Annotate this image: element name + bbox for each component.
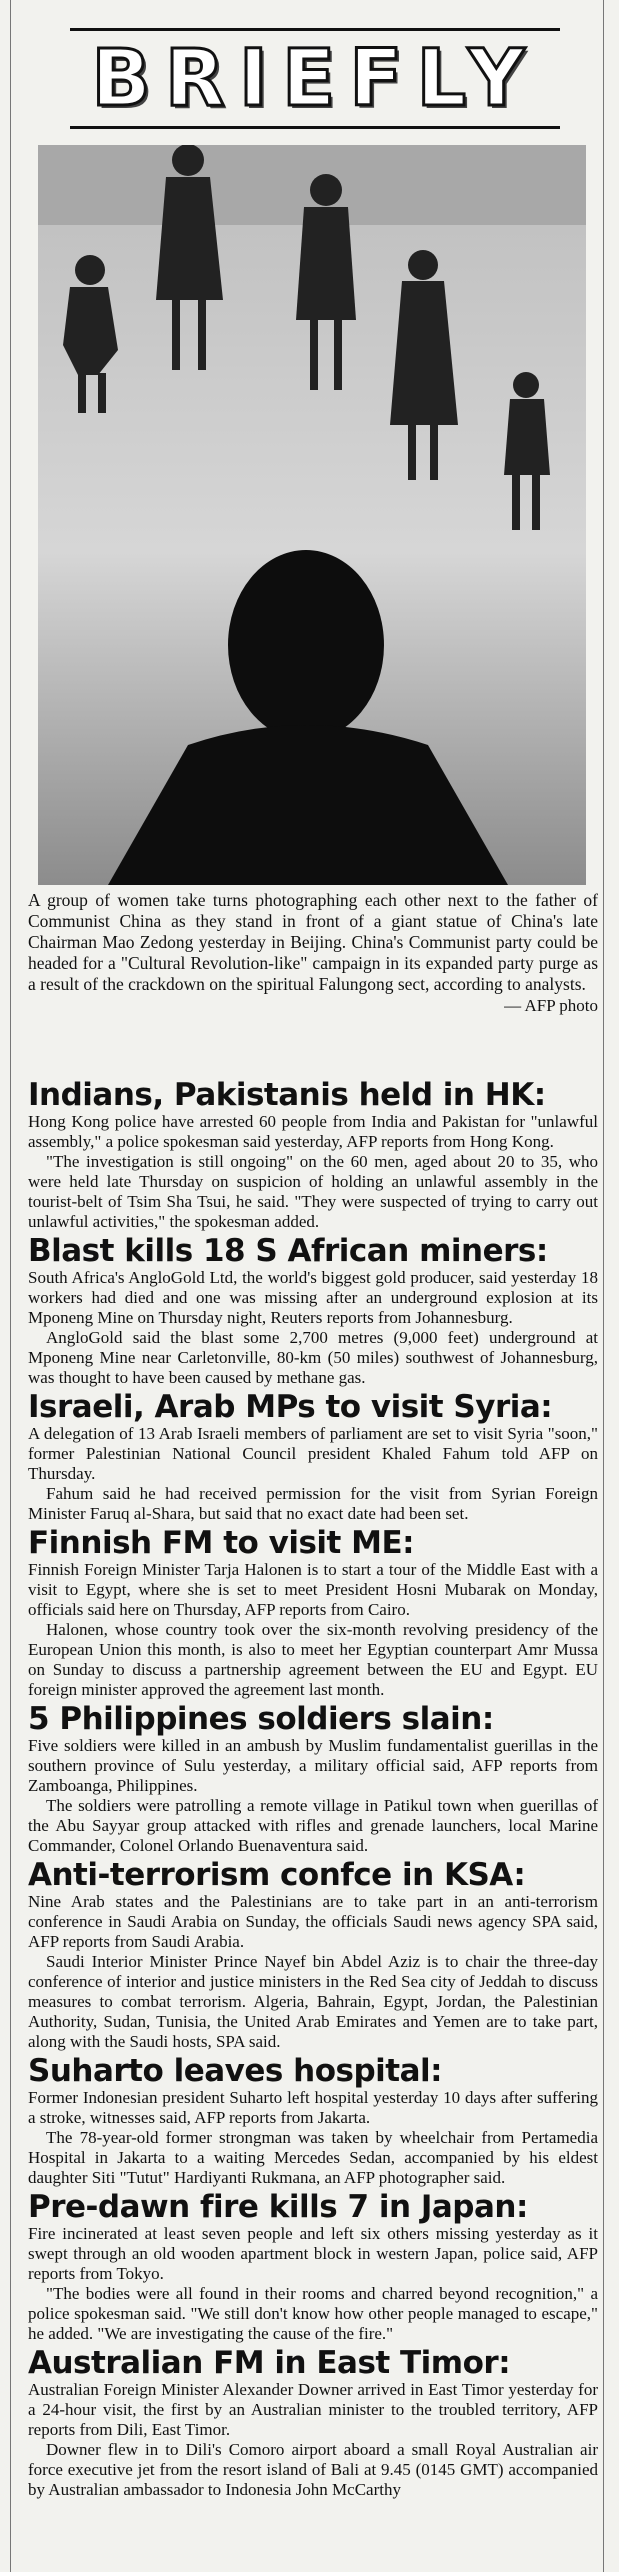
- news-brief: [28, 1702, 598, 1856]
- brief-headline: Pre-dawn fire kills 7 in Japan:: [28, 2189, 528, 2225]
- brief-paragraph: AngloGold said the blast some 2,700 metres (9,000 feet) underground at Mponeng Mine near Carletonville, 80-km (50 miles) southwest of Johannesburg, was thought to have been caused by methane gas.: [28, 1328, 598, 1387]
- brief-lead: Finnish Foreign Minister Tarja Halonen is to start a tour of the Middle East with a visit to Egypt, where she is set to meet President Hosni Mubarak on Monday, officials said here on Thursday, AFP reports from Cairo.: [28, 1560, 598, 1619]
- brief-paragraph: Fahum said he had received permission for the visit from Syrian Foreign Minister Faruq al-Shara, but said that no exact date had been set.: [28, 1484, 598, 1523]
- brief-lead: Five soldiers were killed in an ambush by Muslim fundamentalist guerillas in the southern province of Sulu yesterday, a military official said, AFP reports from Zamboanga, Philippines.: [28, 1736, 598, 1795]
- brief-headline: Suharto leaves hospital:: [28, 2053, 443, 2089]
- column-rule-left: [10, 0, 11, 2572]
- news-brief: [28, 1078, 598, 1232]
- brief-paragraph: The 78-year-old former strongman was taken by wheelchair from Pertamedia Hospital in Jakarta to a waiting Mercedes Sedan, accompanied by his eldest daughter Siti "Tutut" Hardiyanti Rukmana, an AFP photographer said.: [28, 2128, 598, 2187]
- news-brief: [28, 1858, 598, 2052]
- brief-paragraph: Saudi Interior Minister Prince Nayef bin Abdel Aziz is to chair the three-day conference of interior and justice ministers in the Red Sea city of Jeddah to discuss measures to combat terrorism. Algeria, Bahrain, Egypt, Jordan, the Palestinian Authority, Sudan, Tunisia, the United Arab Emirates and Yemen are to take part, along with the Saudi hosts, SPA said.: [28, 1952, 598, 2051]
- brief-paragraph: "The bodies were all found in their rooms and charred beyond recognition," a police spokesman said. "We still don't know how other people managed to escape," he added. "We are investigating the cause of the fire.": [28, 2284, 598, 2343]
- brief-headline: Finnish FM to visit ME:: [28, 1525, 415, 1561]
- brief-lead: Nine Arab states and the Palestinians are to take part in an anti-terrorism conference in Saudi Arabia on Sunday, the officials Saudi news agency SPA said, AFP reports from Saudi Arabia.: [28, 1892, 598, 1951]
- news-briefs: [28, 1078, 598, 2500]
- news-photo: [38, 145, 586, 885]
- brief-paragraph: The soldiers were patrolling a remote village in Patikul town when guerillas of the Abu Sayyar group attacked with rifles and grenade launchers, local Marine Commander, Colonel Orlando Buenaventura said.: [28, 1796, 598, 1855]
- photo-caption: [28, 890, 598, 1016]
- news-brief: [28, 1390, 598, 1524]
- brief-headline: 5 Philippines soldiers slain:: [28, 1701, 494, 1737]
- brief-headline: Indians, Pakistanis held in HK:: [28, 1077, 546, 1113]
- column-rule-right: [603, 0, 604, 2572]
- brief-headline: Israeli, Arab MPs to visit Syria:: [28, 1389, 553, 1425]
- brief-headline: Anti-terrorism confce in KSA:: [28, 1857, 526, 1893]
- news-brief: [28, 1234, 598, 1388]
- section-masthead: [70, 28, 560, 129]
- news-brief: [28, 2054, 598, 2188]
- brief-lead: South Africa's AngloGold Ltd, the world's biggest gold producer, said yesterday 18 workers had died and one was missing after an underground explosion at its Mponeng Mine on Thursday night, Reuters reports from Johannesburg.: [28, 1268, 598, 1327]
- brief-paragraph: Halonen, whose country took over the six-month revolving presidency of the European Union this month, is also to meet her Egyptian counterpart Amr Mussa on Sunday to discuss a partnership agreement between the EU and Egypt. EU foreign minister approved the agreement last month.: [28, 1620, 598, 1699]
- masthead-title: BRIEFLY: [91, 33, 539, 124]
- brief-paragraph: Downer flew in to Dili's Comoro airport aboard a small Royal Australian air force executive jet from the resort island of Bali at 9.45 (0145 GMT) accompanied by Australian ambassador to Indonesia John McCarthy: [28, 2440, 598, 2499]
- photo-credit: — AFP photo: [504, 996, 598, 1015]
- brief-paragraph: "The investigation is still ongoing" on the 60 men, aged about 20 to 35, who were held late Thursday on suspicion of holding an unlawful assembly in the tourist-belt of Tsim Sha Tsui, he said. "They were suspected of trying to carry out unlawful activities," the spokesman added.: [28, 1152, 598, 1231]
- photo-illustration: [38, 145, 586, 885]
- news-brief: [28, 2190, 598, 2344]
- news-brief: [28, 2346, 598, 2500]
- caption-text: A group of women take turns photographing each other next to the father of Communist China as they stand in front of a giant statue of China's late Chairman Mao Zedong yesterday in Beijing. China's Communist party could be headed for a "Cultural Revolution-like" campaign in its expanded party purge as a result of the crackdown on the spiritual Falungong sect, according to analysts.: [28, 890, 598, 994]
- news-brief: [28, 1526, 598, 1700]
- brief-headline: Blast kills 18 S African miners:: [28, 1233, 548, 1269]
- brief-lead: Former Indonesian president Suharto left hospital yesterday 10 days after suffering a stroke, witnesses said, AFP reports from Jakarta.: [28, 2088, 598, 2127]
- brief-lead: Fire incinerated at least seven people and left six others missing yesterday as it swept through an old wooden apartment block in western Japan, police said, AFP reports from Tokyo.: [28, 2224, 598, 2283]
- brief-lead: Australian Foreign Minister Alexander Downer arrived in East Timor yesterday for a 24-hour visit, the first by an Australian minister to the troubled territory, AFP reports from Dili, East Timor.: [28, 2380, 598, 2439]
- brief-lead: Hong Kong police have arrested 60 people from India and Pakistan for "unlawful assembly," a police spokesman said yesterday, AFP reports from Hong Kong.: [28, 1112, 598, 1151]
- brief-headline: Australian FM in East Timor:: [28, 2345, 511, 2381]
- brief-lead: A delegation of 13 Arab Israeli members of parliament are set to visit Syria "soon," former Palestinian National Council president Khaled Fahum told AFP on Thursday.: [28, 1424, 598, 1483]
